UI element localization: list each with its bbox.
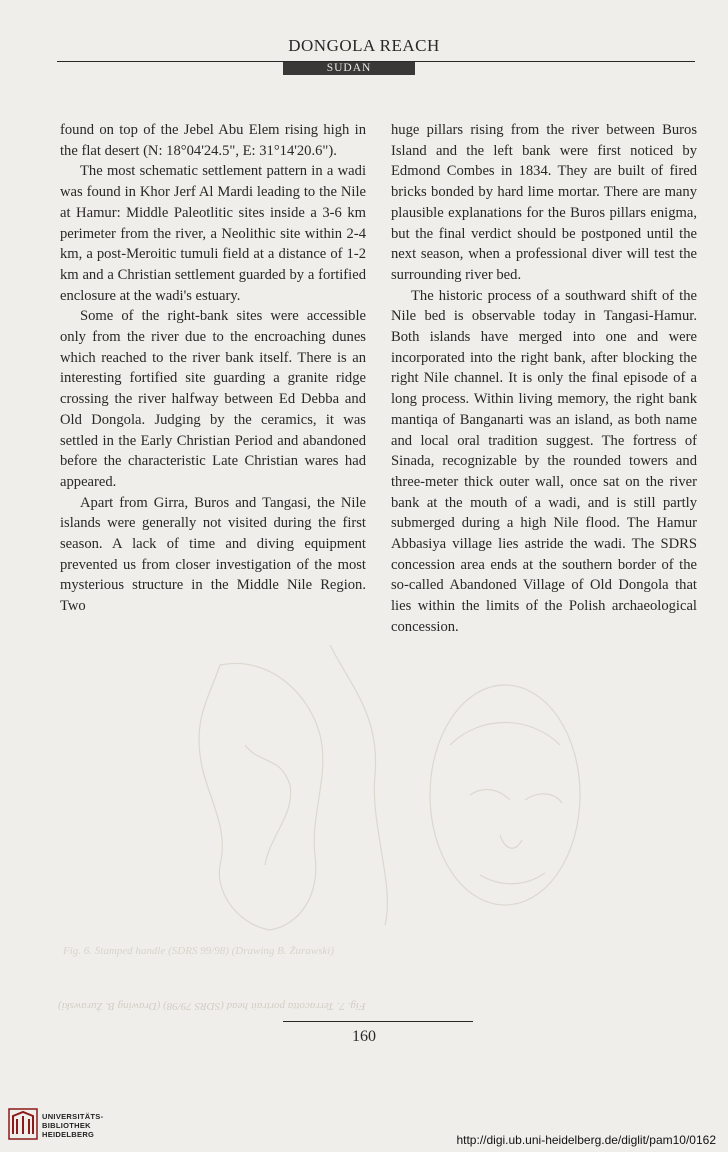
source-url-link[interactable]: http://digi.ub.uni-heidelberg.de/diglit/pam10/0162 (456, 1133, 716, 1147)
show-through-caption-right: Fig. 7. Terracotta portrait head (SDRS 79/98) (Drawing B. Żurawski) (58, 1000, 366, 1012)
paragraph: found on top of the Jebel Abu Elem rising high in the flat desert (N: 18°04'24.5", E: 31°14'20.6"). (60, 122, 366, 159)
page-number: 160 (352, 1028, 376, 1045)
show-through-figures (150, 625, 710, 965)
footer-rule (283, 1021, 473, 1022)
running-head-title: DONGOLA REACH (288, 36, 440, 55)
paragraph: huge pillars rising from the river between Buros Island and the left bank were first noticed by Edmond Combes in 1834. They are built of fired bricks bonded by hard lime mortar. There are many plausible explanations for the Buros pillars enigma, but the final verdict should be postponed until the next season, when a professional diver will test the surrounding river bed. (391, 122, 697, 283)
show-through-caption-left: Fig. 6. Stamped handle (SDRS 99/98) (Drawing B. Żurawski) (63, 945, 335, 957)
section-band: SUDAN (283, 62, 415, 75)
library-logo-icon (8, 1108, 38, 1140)
right-column (391, 120, 697, 638)
library-logo (8, 1108, 118, 1144)
library-name-line: UNIVERSITÄTS- (42, 1112, 104, 1121)
paragraph: Some of the right-bank sites were accessible only from the river due to the encroaching dunes which reached to the river bank itself. There is an interesting fortified site guarding a granite ridge crossing the river halfway between Ed Debba and Old Dongola. Judging by the ceramics, it was settled in the Early Christian Period and abandoned before the characteristic Late Christian wares had appeared. (60, 308, 366, 490)
library-name-line: BIBLIOTHEK (42, 1121, 91, 1130)
paragraph: The most schematic settlement pattern in a wadi was found in Khor Jerf Al Mardi leading to the Nile at Hamur: Middle Paleotlitic sites inside a 3-6 km perimeter from the river, a Neolithic site within 2-4 km, a post-Meroitic tumuli field at a distance of 1-2 km and a Christian settlement guarded by a fortified enclosure at the wadi's estuary. (60, 163, 366, 304)
library-name-line: HEIDELBERG (42, 1130, 95, 1139)
library-name (42, 1112, 103, 1139)
paragraph: Apart from Girra, Buros and Tangasi, the Nile islands were generally not visited during the first season. A lack of time and diving equipment prevented us from closer investigation of the most mysterious structure in the Middle Nile Region. Two (60, 494, 366, 615)
left-column (60, 120, 366, 617)
paragraph: The historic process of a southward shift of the Nile bed is observable today in Tangasi-Hamur. Both islands have merged into one and were incorporated into the right bank, after blocking the right Nile channel. It is only the final episode of a long process. Within living memory, the right bank mantiqa of Banganarti was an island, as both name and local oral tradition suggest. The fortress of Sinada, recognizable by the rounded towers and three-meter thick outer wall, once sat on the river bank at the mouth of a wadi, and is still partly submerged during a high Nile flood. The Hamur Abbasiya village lies astride the wadi. The SDRS concession area ends at the southern border of the so-called Abandoned Village of Old Dongola that lies within the limits of the Polish archaeological concession. (391, 287, 697, 635)
